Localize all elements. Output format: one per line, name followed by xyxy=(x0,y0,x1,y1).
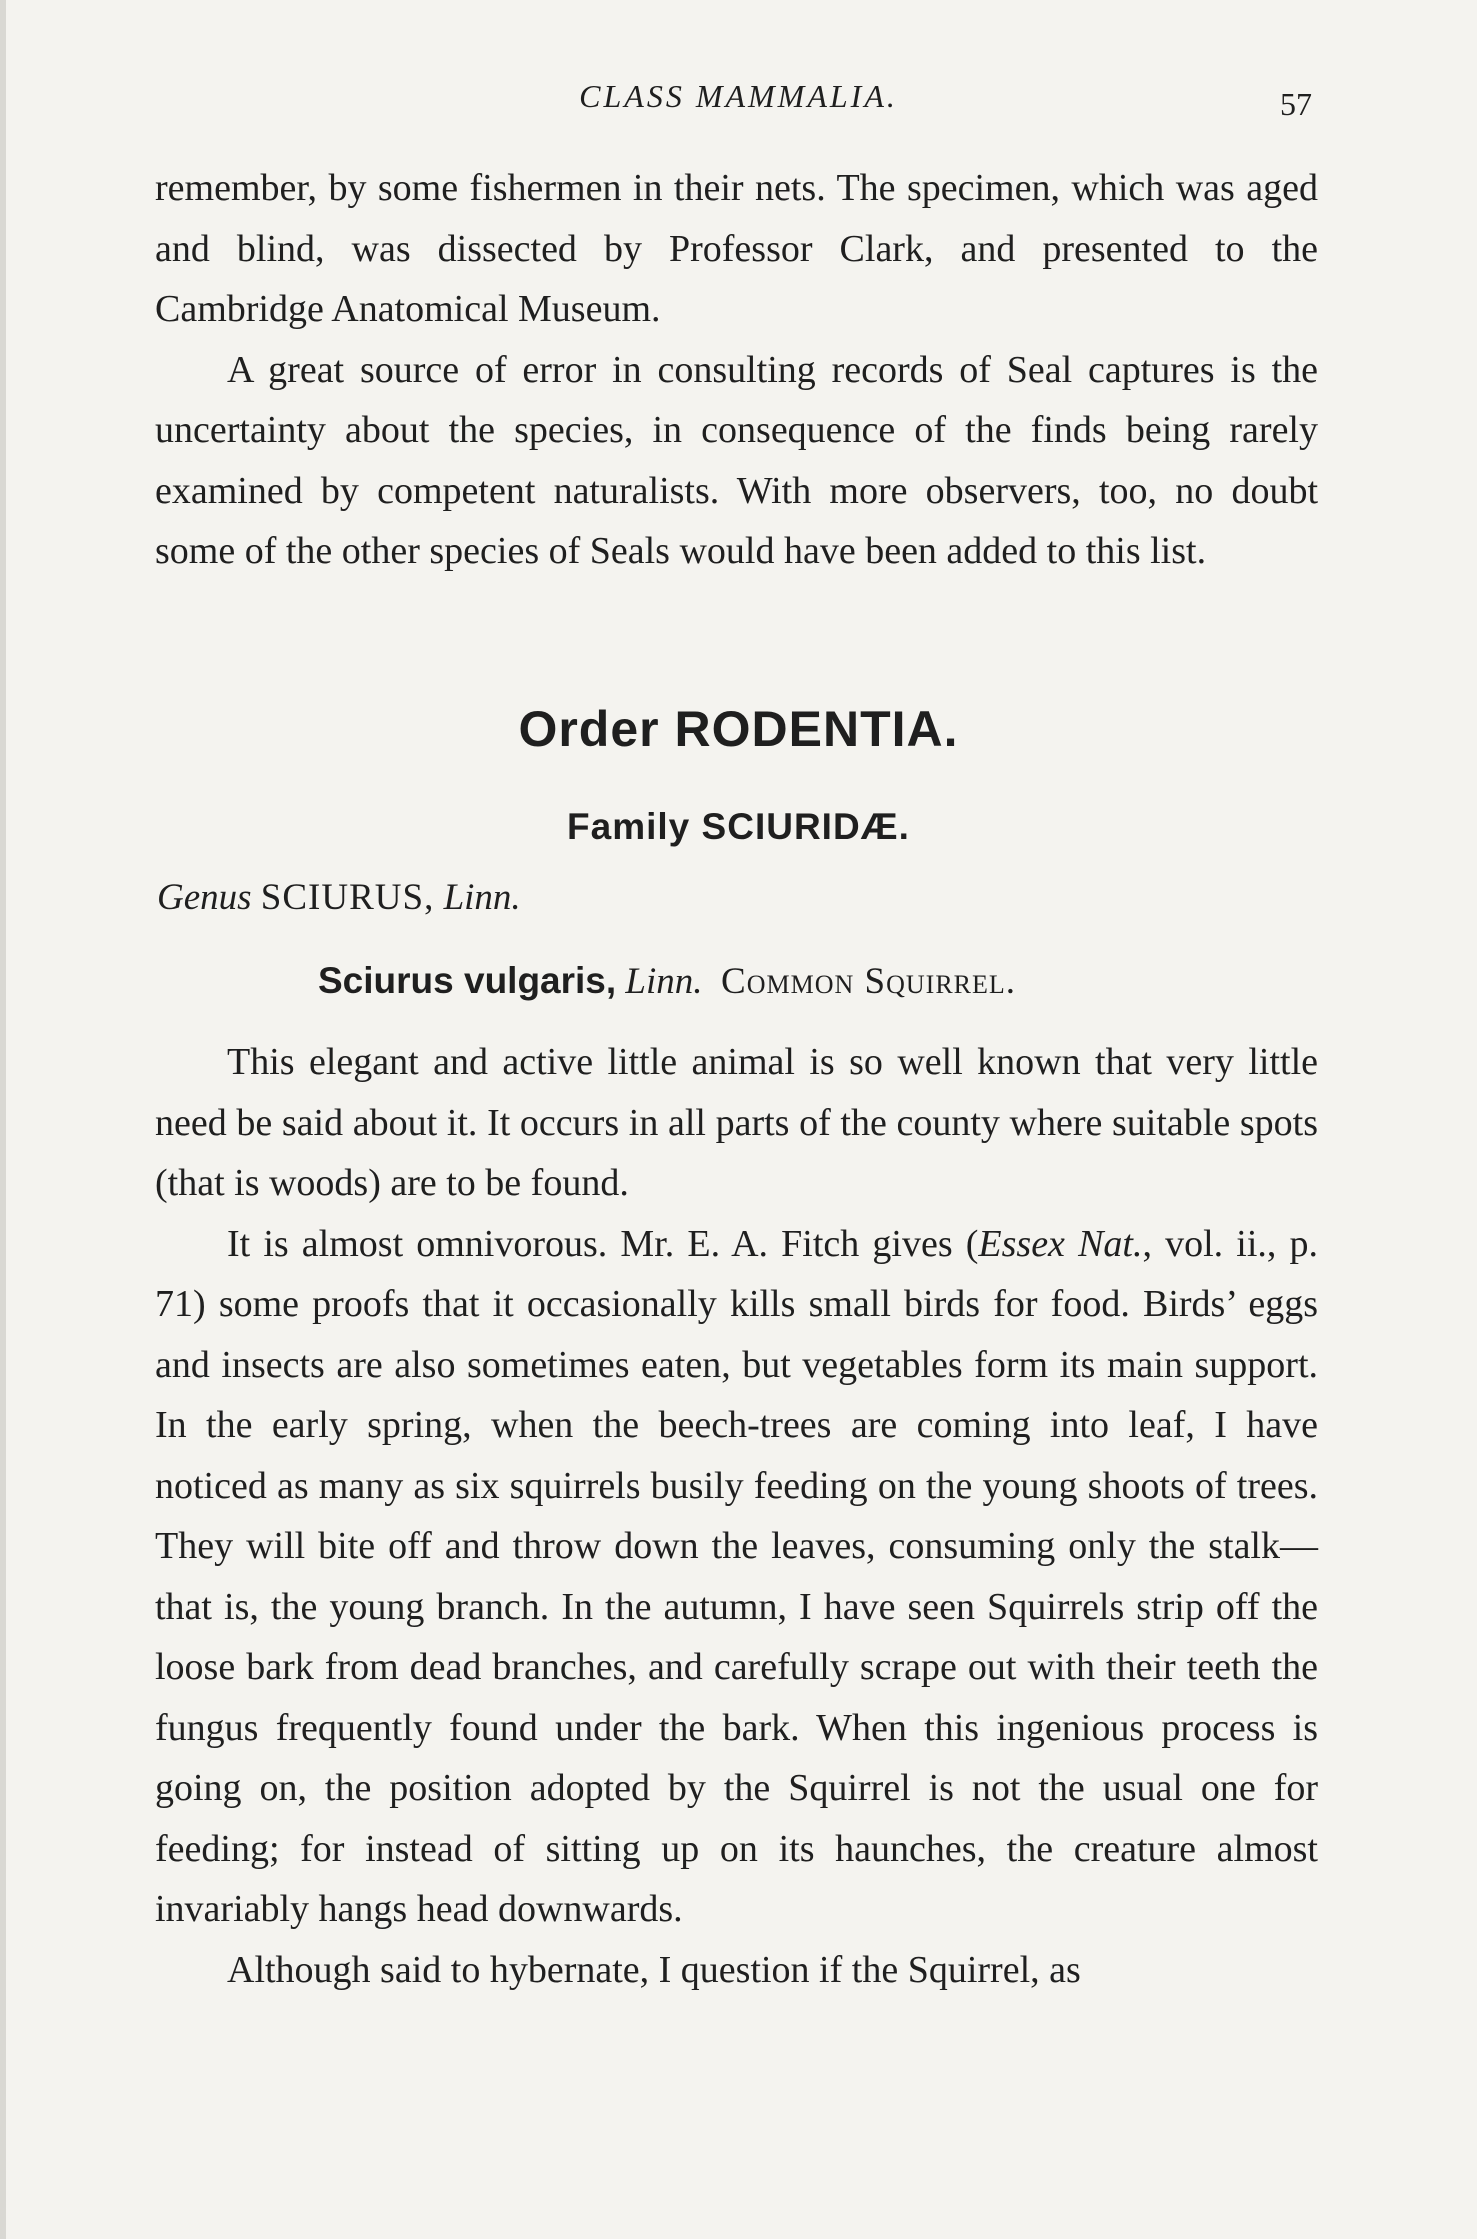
order-heading xyxy=(0,700,1477,758)
running-head: CLASS MAMMALIA. xyxy=(579,78,898,114)
species-paragraph-2 xyxy=(155,1214,1318,1940)
paragraph-2-text-c: , vol. ii., p. 71) some proofs that it occasionally kills small birds for food. Birds’ eggs and insects are also sometimes eaten, but vegetables form its main support. In the early spring, when the beech-trees are coming into leaf, I have noticed as many as six squirrels busily feeding on the young shoots of trees. They will bite off and throw down the leaves, consuming only the stalk—that is, the young branch. In the autumn, I have seen Squirrels strip off the loose bark from dead branches, and carefully scrape out with their teeth the fungus frequently found under the bark. When this ingenious process is going on, the position adopted by the Squirrel is not the usual one for feeding; for instead of sitting up on its haunches, the creature almost invariably hangs head downwards. xyxy=(155,1222,1318,1930)
paragraph-2-text-b xyxy=(1065,1223,1078,1265)
intro-paragraph-1: remember, by some fishermen in their nets. The specimen, which was aged and blind, was dissected by Professor Clark, and presented to the Cambridge Anatomical Museum. xyxy=(155,167,1318,330)
order-name: RODENTIA. xyxy=(674,701,959,757)
genus-name: SCIURUS, xyxy=(260,877,435,918)
citation-nat: Nat. xyxy=(1078,1222,1143,1265)
intro-paragraph-2: A great source of error in consulting records of Seal captures is the uncertainty about the species, in consequence of the finds being rarely examined by competent naturalists. With more observers, too, no doubt some of the other species of Seals would have been added to this list. xyxy=(155,348,1318,572)
order-prefix: Order xyxy=(518,701,660,757)
species-paragraph-3: Although said to hybernate, I question if the Squirrel, as xyxy=(227,1948,1081,1991)
intro-section xyxy=(155,158,1318,582)
genus-authority: Linn. xyxy=(443,877,521,918)
species-section xyxy=(155,1032,1318,2000)
species-heading xyxy=(318,960,1016,1003)
species-paragraph-1: This elegant and active little animal is so well known that very little need be said about it. It occurs in all parts of the county where suitable spots (that is woods) are to be found. xyxy=(155,1041,1318,1204)
species-name: Sciurus vulgaris, xyxy=(318,960,617,1001)
page-gutter xyxy=(0,0,6,2239)
family-prefix: Family xyxy=(567,806,691,847)
family-heading xyxy=(0,806,1477,848)
paragraph-2-text-a: It is almost omnivorous. Mr. E. A. Fitch gives ( xyxy=(227,1222,979,1265)
species-authority: Linn. xyxy=(625,961,703,1002)
genus-heading xyxy=(157,876,521,919)
family-name: SCIURIDÆ. xyxy=(701,806,910,847)
genus-label: Genus xyxy=(157,877,252,918)
citation-essex: Essex xyxy=(978,1222,1065,1265)
species-common-name: Common Squirrel. xyxy=(721,961,1017,1002)
page-number: 57 xyxy=(1280,86,1312,122)
